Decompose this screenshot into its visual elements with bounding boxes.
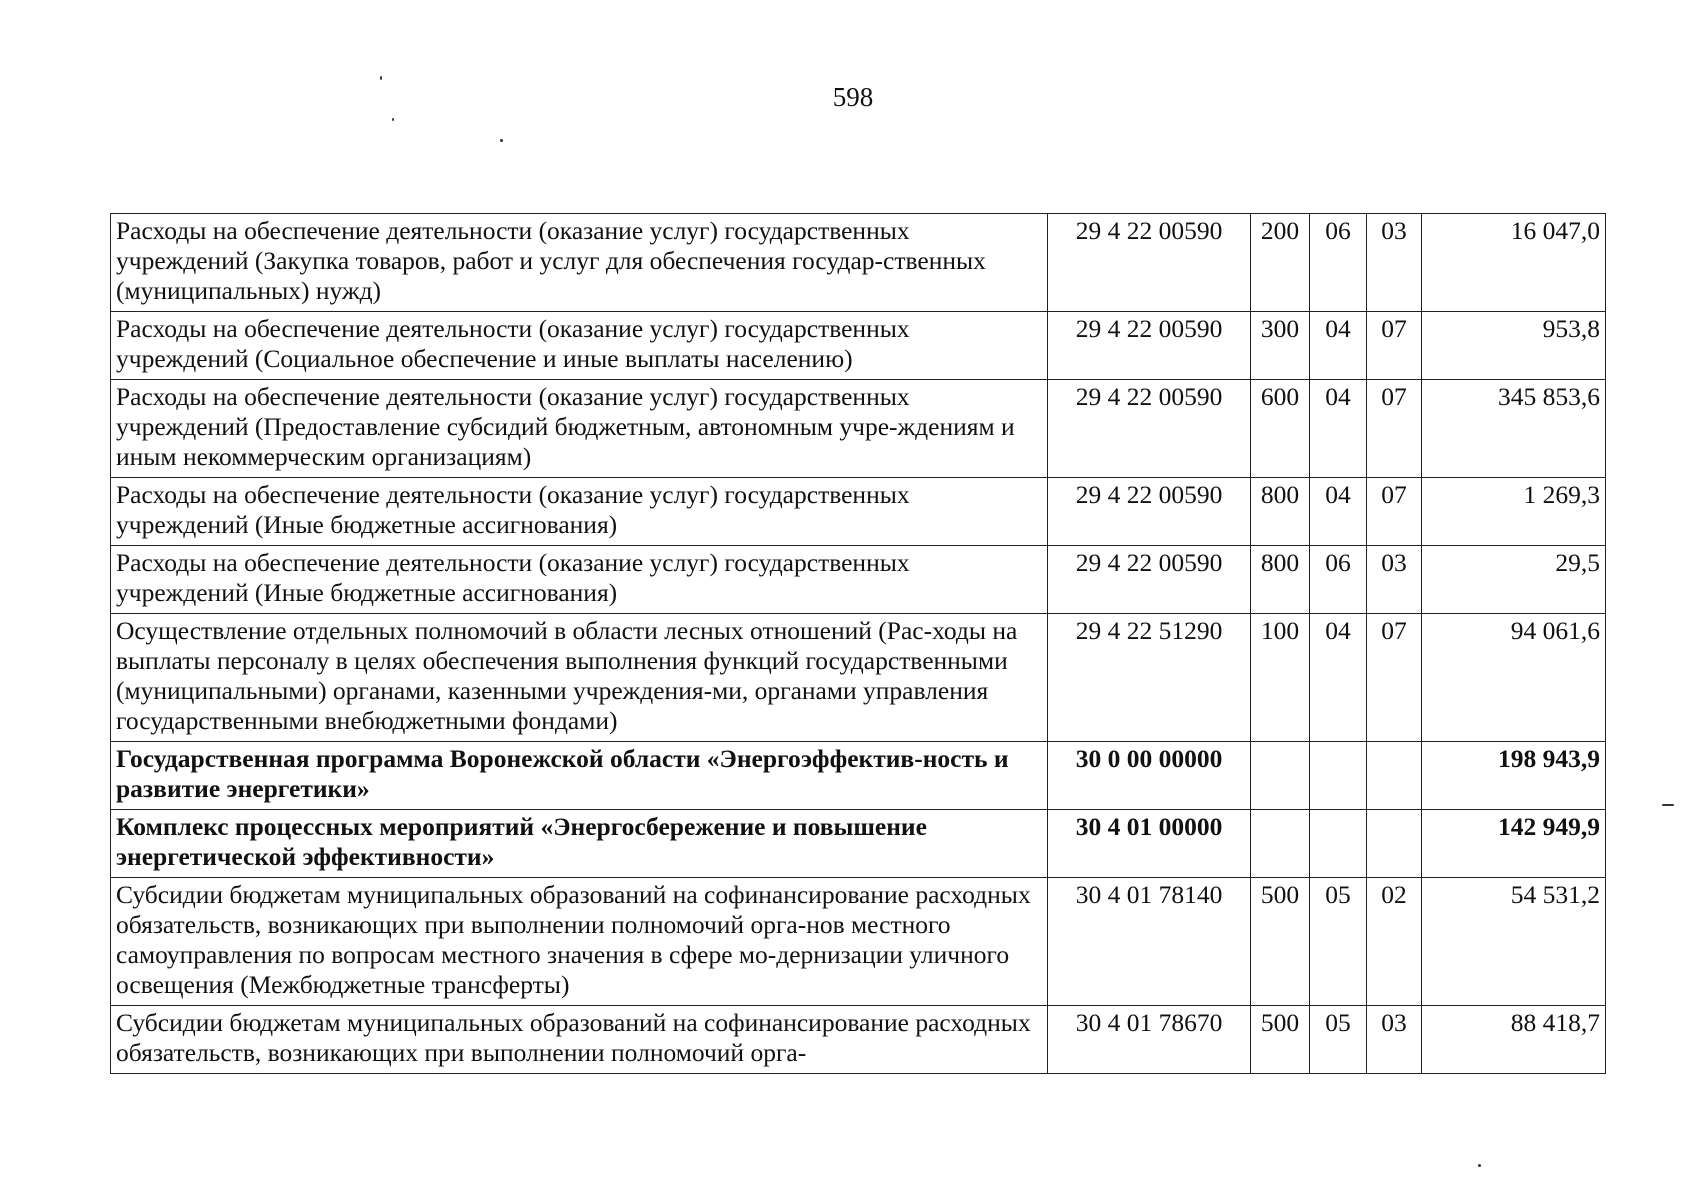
amount-cell: 1 269,3 [1422, 478, 1606, 546]
subsection-code-cell: 07 [1367, 380, 1422, 478]
table-row [111, 478, 1606, 546]
table-row [111, 312, 1606, 380]
item-name-cell: Субсидии бюджетам муниципальных образований на софинансирование расходных обязательств, возникающих при выполнении полномочий орга- [111, 1006, 1048, 1074]
program-code-cell: 29 4 22 51290 [1048, 614, 1251, 742]
table-row [111, 546, 1606, 614]
section-code-cell: 04 [1310, 380, 1367, 478]
section-code-cell [1310, 810, 1367, 878]
amount-cell: 953,8 [1422, 312, 1606, 380]
section-code-cell: 06 [1310, 546, 1367, 614]
amount-cell: 29,5 [1422, 546, 1606, 614]
subsection-code-cell: 07 [1367, 614, 1422, 742]
amount-cell: 88 418,7 [1422, 1006, 1606, 1074]
expense-type-code-cell: 500 [1251, 878, 1310, 1006]
amount-cell: 345 853,6 [1422, 380, 1606, 478]
section-code-cell: 04 [1310, 478, 1367, 546]
item-name-cell: Расходы на обеспечение деятельности (оказание услуг) государственных учреждений (Иные бюджетные ассигнования) [111, 546, 1048, 614]
amount-cell: 54 531,2 [1422, 878, 1606, 1006]
scan-speck [392, 118, 394, 121]
item-name-cell: Государственная программа Воронежской области «Энергоэффектив-ность и развитие энергетики» [111, 742, 1048, 810]
section-code-cell: 05 [1310, 1006, 1367, 1074]
table-row [111, 614, 1606, 742]
program-code-cell: 30 0 00 00000 [1048, 742, 1251, 810]
expense-type-code-cell: 800 [1251, 546, 1310, 614]
amount-cell: 94 061,6 [1422, 614, 1606, 742]
subsection-code-cell [1367, 742, 1422, 810]
page-number: 598 [832, 82, 874, 112]
subsection-code-cell: 03 [1367, 1006, 1422, 1074]
item-name-cell: Расходы на обеспечение деятельности (оказание услуг) государственных учреждений (Социальное обеспечение и иные выплаты населению) [111, 312, 1048, 380]
scan-speck [380, 76, 382, 80]
section-code-cell: 05 [1310, 878, 1367, 1006]
scan-speck [500, 139, 503, 142]
table-row [111, 878, 1606, 1006]
subsection-code-cell: 03 [1367, 546, 1422, 614]
expense-type-code-cell [1251, 742, 1310, 810]
program-code-cell: 29 4 22 00590 [1048, 312, 1251, 380]
expense-type-code-cell [1251, 810, 1310, 878]
subsection-code-cell: 07 [1367, 312, 1422, 380]
section-code-cell: 06 [1310, 214, 1367, 312]
subsection-code-cell: 03 [1367, 214, 1422, 312]
subsection-code-cell: 07 [1367, 478, 1422, 546]
program-code-cell: 30 4 01 78140 [1048, 878, 1251, 1006]
program-code-cell: 29 4 22 00590 [1048, 546, 1251, 614]
expense-type-code-cell: 100 [1251, 614, 1310, 742]
subsection-code-cell: 02 [1367, 878, 1422, 1006]
amount-cell: 142 949,9 [1422, 810, 1606, 878]
expense-type-code-cell: 200 [1251, 214, 1310, 312]
budget-table-body [111, 214, 1606, 1074]
scan-speck [1662, 804, 1674, 806]
expense-type-code-cell: 500 [1251, 1006, 1310, 1074]
expense-type-code-cell: 600 [1251, 380, 1310, 478]
table-row [111, 380, 1606, 478]
expense-type-code-cell: 300 [1251, 312, 1310, 380]
item-name-cell: Расходы на обеспечение деятельности (оказание услуг) государственных учреждений (Предоставление субсидий бюджетным, автономным учре-ждениям и иным некоммерческим организациям) [111, 380, 1048, 478]
scan-speck [1478, 1164, 1481, 1167]
table-row [111, 1006, 1606, 1074]
section-code-cell: 04 [1310, 614, 1367, 742]
table-row [111, 810, 1606, 878]
expense-type-code-cell: 800 [1251, 478, 1310, 546]
budget-table [110, 213, 1606, 1074]
item-name-cell: Расходы на обеспечение деятельности (оказание услуг) государственных учреждений (Закупка товаров, работ и услуг для обеспечения государ-ственных (муниципальных) нужд) [111, 214, 1048, 312]
amount-cell: 16 047,0 [1422, 214, 1606, 312]
table-row [111, 214, 1606, 312]
amount-cell: 198 943,9 [1422, 742, 1606, 810]
subsection-code-cell [1367, 810, 1422, 878]
program-code-cell: 29 4 22 00590 [1048, 380, 1251, 478]
item-name-cell: Комплекс процессных мероприятий «Энергосбережение и повышение энергетической эффективности» [111, 810, 1048, 878]
item-name-cell: Осуществление отдельных полномочий в области лесных отношений (Рас-ходы на выплаты персоналу в целях обеспечения выполнения функций государственными (муниципальными) органами, казенными учреждения-ми, органами управления государственными внебюджетными фондами) [111, 614, 1048, 742]
section-code-cell [1310, 742, 1367, 810]
item-name-cell: Расходы на обеспечение деятельности (оказание услуг) государственных учреждений (Иные бюджетные ассигнования) [111, 478, 1048, 546]
item-name-cell: Субсидии бюджетам муниципальных образований на софинансирование расходных обязательств, возникающих при выполнении полномочий орга-нов местного самоуправления по вопросам местного значения в сфере мо-дернизации уличного освещения (Межбюджетные трансферты) [111, 878, 1048, 1006]
section-code-cell: 04 [1310, 312, 1367, 380]
program-code-cell: 29 4 22 00590 [1048, 214, 1251, 312]
program-code-cell: 30 4 01 00000 [1048, 810, 1251, 878]
table-row [111, 742, 1606, 810]
program-code-cell: 30 4 01 78670 [1048, 1006, 1251, 1074]
program-code-cell: 29 4 22 00590 [1048, 478, 1251, 546]
